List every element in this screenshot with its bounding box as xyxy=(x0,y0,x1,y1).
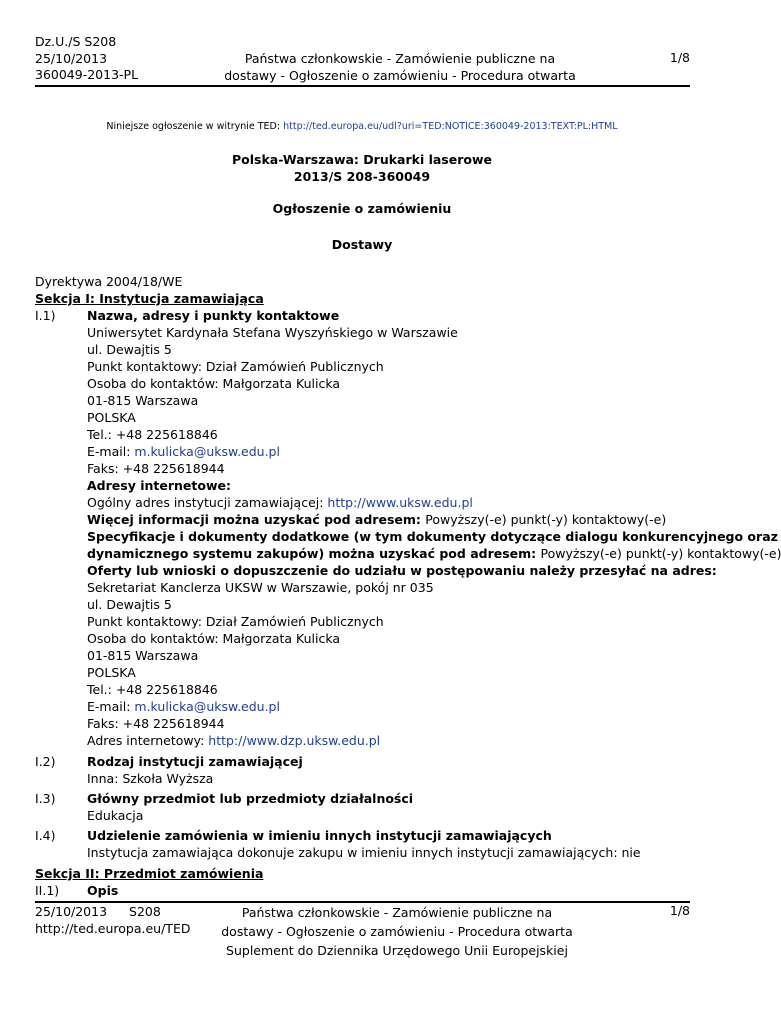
header-page-number: 1/8 xyxy=(669,50,690,65)
header-title xyxy=(200,50,600,84)
header-center-line2: dostawy - Ogłoszenie o zamówieniu - Procedura otwarta xyxy=(224,68,576,83)
i3-value: Edukacja xyxy=(87,808,144,823)
i1-email-row xyxy=(87,443,280,460)
i1-offers-tel: Tel.: +48 225618846 xyxy=(87,682,218,697)
i1-email-label: E-mail: xyxy=(87,444,135,459)
i1-fax: Faks: +48 225618944 xyxy=(87,461,225,476)
header-ref-line2: 25/10/2013 xyxy=(35,50,108,66)
i1-offers-email-row xyxy=(87,698,280,715)
i1-more-info xyxy=(87,511,666,528)
footer-center-line2: dostawy - Ogłoszenie o zamówieniu - Procedura otwarta xyxy=(221,924,573,939)
header-ref-line1: Dz.U./S S208 xyxy=(35,34,117,49)
header-center-line1: Państwa członkowskie - Zamówienie publiczne na xyxy=(244,51,556,66)
i1-offers-street: ul. Dewajtis 5 xyxy=(87,597,172,612)
i3-number: I.3) xyxy=(35,791,56,806)
i1-offers-internet-link[interactable]: http://www.dzp.uksw.edu.pl xyxy=(208,733,381,748)
i1-offers-fax: Faks: +48 225618944 xyxy=(87,716,225,731)
i1-offers-org: Sekretariat Kanclerza UKSW w Warszawie, pokój nr 035 xyxy=(87,580,434,595)
i1-email-link[interactable]: m.kulicka@uksw.edu.pl xyxy=(134,444,280,459)
ii1-heading: Opis xyxy=(87,883,119,898)
i1-country: POLSKA xyxy=(87,410,136,425)
document-title xyxy=(0,151,724,185)
header-ref-line3: 360049-2013-PL xyxy=(35,67,139,82)
footer-date-row xyxy=(35,903,190,920)
i1-offers-label: Oferty lub wnioski o dopuszczenie do udziału w postępowaniu należy przesyłać na adres: xyxy=(87,563,717,578)
contract-type: Dostawy xyxy=(331,237,393,252)
i1-more-info-value: Powyższy(-e) punkt(-y) kontaktowy(-e) xyxy=(425,512,667,527)
directive: Dyrektywa 2004/18/WE xyxy=(35,274,183,289)
i1-org: Uniwersytet Kardynała Stefana Wyszyńskiego w Warszawie xyxy=(87,325,458,340)
i1-offers-email-label: E-mail: xyxy=(87,699,135,714)
i2-value: Inna: Szkoła Wyższa xyxy=(87,771,214,786)
ted-notice xyxy=(0,121,724,132)
i1-spec-label-2: dynamicznego systemu zakupów) można uzyskać pod adresem: xyxy=(87,546,541,561)
i1-tel: Tel.: +48 225618846 xyxy=(87,427,218,442)
i3-heading: Główny przedmiot lub przedmioty działalności xyxy=(87,791,414,806)
i1-general-label: Ogólny adres instytucji zamawiającej: xyxy=(87,495,328,510)
footer-series: S208 xyxy=(129,904,161,919)
i1-number: I.1) xyxy=(35,308,56,323)
i1-spec-value: Powyższy(-e) punkt(-y) kontaktowy(-e) xyxy=(540,546,781,561)
footer-center-line1: Państwa członkowskie - Zamówienie publiczne na xyxy=(241,905,553,920)
i1-offers-email-link[interactable]: m.kulicka@uksw.edu.pl xyxy=(134,699,280,714)
footer-url: http://ted.europa.eu/TED xyxy=(35,921,191,936)
i1-offers-city: 01-815 Warszawa xyxy=(87,648,199,663)
i1-general-link[interactable]: http://www.uksw.edu.pl xyxy=(327,495,473,510)
i4-number: I.4) xyxy=(35,828,56,843)
section2-heading: Sekcja II: Przedmiot zamówienia xyxy=(35,866,264,881)
i4-value: Instytucja zamawiająca dokonuje zakupu w imieniu innych instytucji zamawiających: nie xyxy=(87,845,641,860)
ted-notice-link[interactable]: http://ted.europa.eu/udl?uri=TED:NOTICE:360049-2013:TEXT:PL:HTML xyxy=(283,121,618,132)
footer-center-line3: Suplement do Dziennika Urzędowego Unii Europejskiej xyxy=(226,943,568,958)
i1-contact-person: Osoba do kontaktów: Małgorzata Kulicka xyxy=(87,376,341,391)
i1-offers-country: POLSKA xyxy=(87,665,136,680)
i1-offers-internet-label: Adres internetowy: xyxy=(87,733,209,748)
header-divider xyxy=(35,85,690,87)
i1-general-address xyxy=(87,494,473,511)
ii1-number: II.1) xyxy=(35,883,60,898)
i1-offers-contact-point: Punkt kontaktowy: Dział Zamówień Publicznych xyxy=(87,614,384,629)
i1-street: ul. Dewajtis 5 xyxy=(87,342,172,357)
title-line1: Polska-Warszawa: Drukarki laserowe xyxy=(232,152,492,167)
notice-type: Ogłoszenie o zamówieniu xyxy=(272,201,452,216)
i4-heading: Udzielenie zamówienia w imieniu innych instytucji zamawiających xyxy=(87,828,552,843)
footer-date: 25/10/2013 xyxy=(35,904,108,919)
i1-spec-row xyxy=(87,545,781,562)
i1-offers-internet-row xyxy=(87,732,380,749)
footer-title xyxy=(200,903,594,960)
i1-heading: Nazwa, adresy i punkty kontaktowe xyxy=(87,308,340,323)
i1-city: 01-815 Warszawa xyxy=(87,393,199,408)
i1-offers-contact-person: Osoba do kontaktów: Małgorzata Kulicka xyxy=(87,631,341,646)
footer-page-number: 1/8 xyxy=(669,903,690,918)
ted-notice-text: Niniejsze ogłoszenie w witrynie TED: xyxy=(106,121,284,132)
i1-internet-heading: Adresy internetowe: xyxy=(87,478,231,493)
header-reference xyxy=(35,34,138,84)
i1-contact-point: Punkt kontaktowy: Dział Zamówień Publicznych xyxy=(87,359,384,374)
footer-reference xyxy=(35,903,190,937)
section1-heading: Sekcja I: Instytucja zamawiająca xyxy=(35,291,264,306)
i2-heading: Rodzaj instytucji zamawiającej xyxy=(87,754,303,769)
i1-more-info-label: Więcej informacji można uzyskać pod adresem: xyxy=(87,512,426,527)
i2-number: I.2) xyxy=(35,754,56,769)
title-line2: 2013/S 208-360049 xyxy=(293,169,431,184)
i1-spec-label-1: Specyfikacje i dokumenty dodatkowe (w tym dokumenty dotyczące dialogu konkurencyjnego oraz xyxy=(87,529,778,544)
